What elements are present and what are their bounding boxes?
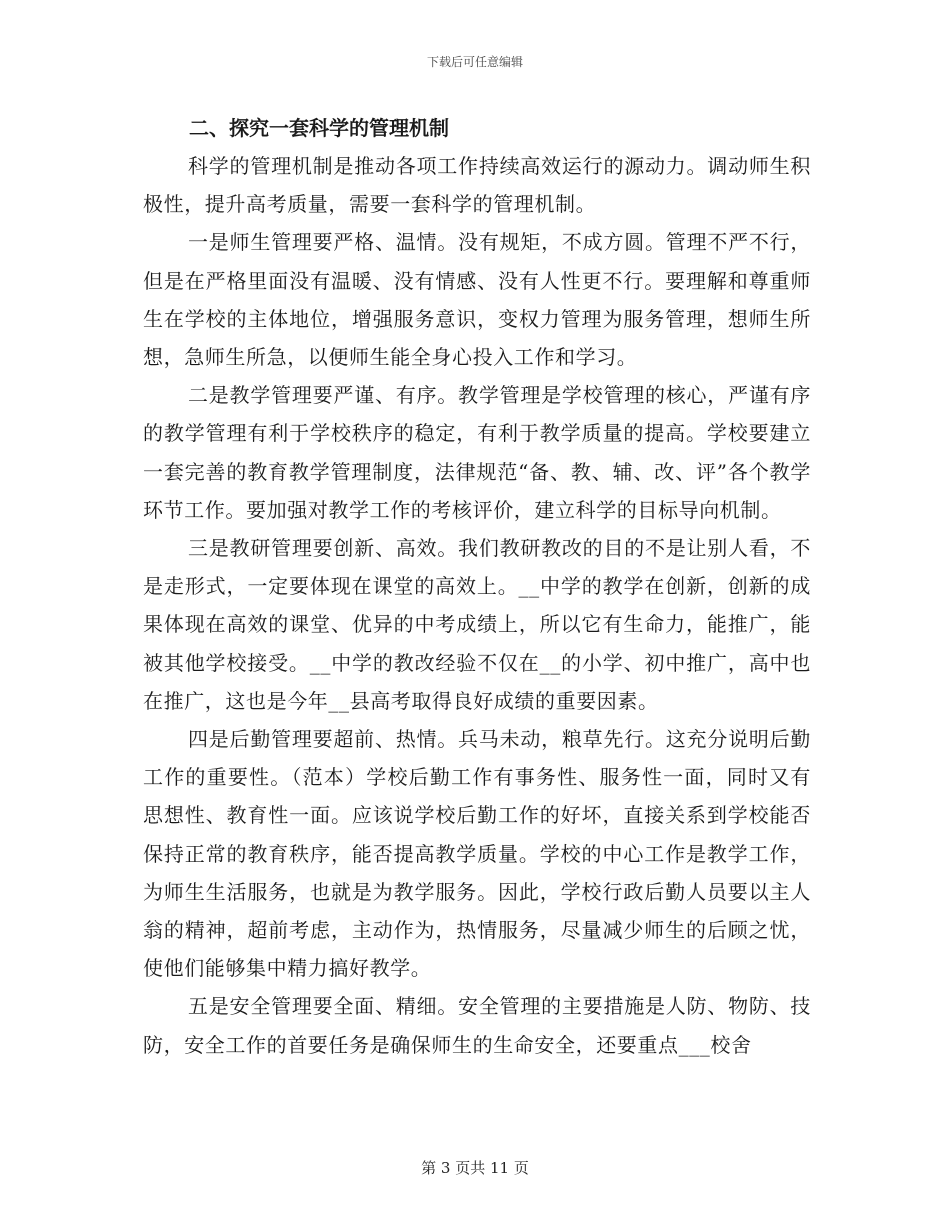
- document-body: [143, 109, 811, 1064]
- paragraph-research-management: 三是教研管理要创新、高效。我们教研教改的目的不是让别人看，不是走形式，一定要体现在课堂的高效上。__中学的教学在创新，创新的成果体现在高效的课堂、优异的中考成绩上，所以它有生命力，能推广，能被其他学校接受。__中学的教改经验不仅在__的小学、初中推广，高中也在推广，这也是今年__县高考取得良好成绩的重要因素。: [143, 536, 811, 713]
- page-header: 下载后可任意编辑: [426, 55, 523, 69]
- section-heading: 二、探究一套科学的管理机制: [189, 116, 449, 140]
- paragraph-teaching-management: 二是教学管理要严谨、有序。教学管理是学校管理的核心，严谨有序的教学管理有利于学校秩序的稳定，有利于教学质量的提高。学校要建立一套完善的教育教学管理制度，法律规范“备、教、辅、改、评”各个教学环节工作。要加强对教学工作的考核评价，建立科学的目标导向机制。: [143, 383, 811, 522]
- paragraph-safety-management: 五是安全管理要全面、精细。安全管理的主要措施是人防、物防、技防，安全工作的首要任务是确保师生的生命安全，还要重点___校舍: [143, 994, 811, 1057]
- paragraph-teacher-student-management: 一是师生管理要严格、温情。没有规矩，不成方圆。管理不严不行，但是在严格里面没有温暖、没有情感、没有人性更不行。要理解和尊重师生在学校的主体地位，增强服务意识，变权力管理为服务管理，想师生所想，急师生所急，以便师生能全身心投入工作和学习。: [143, 230, 811, 370]
- page-footer: 第 3 页共 11 页: [421, 1159, 529, 1177]
- paragraph-intro: 科学的管理机制是推动各项工作持续高效运行的源动力。调动师生积极性，提升高考质量，需要一套科学的管理机制。: [143, 154, 811, 217]
- paragraph-logistics-management: 四是后勤管理要超前、热情。兵马未动，粮草先行。这充分说明后勤工作的重要性。（范本）学校后勤工作有事务性、服务性一面，同时又有思想性、教育性一面。应该说学校后勤工作的好坏，直接关系到学校能否保持正常的教育秩序，能否提高教学质量。学校的中心工作是教学工作，为师生生活服务，也就是为教学服务。因此，学校行政后勤人员要以主人翁的精神，超前考虑，主动作为，热情服务，尽量减少师生的后顾之忧，使他们能够集中精力搞好教学。: [143, 727, 811, 981]
